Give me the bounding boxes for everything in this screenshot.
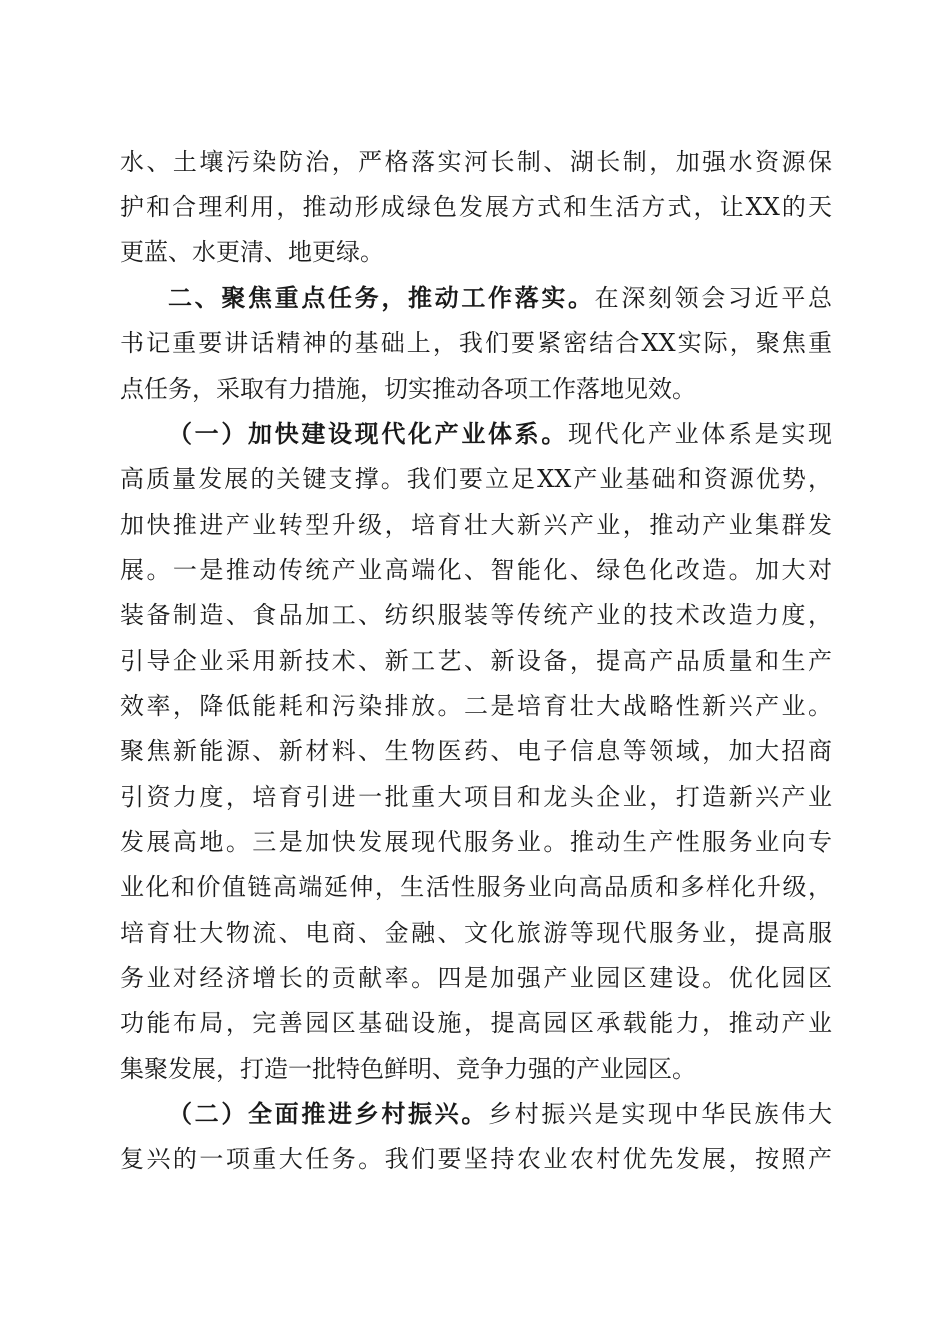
paragraph-line: 务业对经济增长的贡献率。四是加强产业园区建设。优化园区 (120, 964, 832, 992)
section-two-heading: 二、聚焦重点任务，推动工作落实。 (168, 283, 595, 312)
subsection-two-lead: 乡村振兴是实现中华民族伟大 (488, 1100, 832, 1128)
section-two-lead: 在深刻领会习近平总 (594, 284, 833, 312)
paragraph-line: 复兴的一项重大任务。我们要坚持农业农村优先发展，按照产 (120, 1145, 832, 1173)
paragraph-line: 护和合理利用，推动形成绿色发展方式和生活方式，让XX的天 (120, 193, 832, 221)
paragraph-line: 引资力度，培育引进一批重大项目和龙头企业，打造新兴产业 (120, 783, 832, 811)
paragraph-line: 发展高地。三是加快发展现代服务业。推动生产性服务业向专 (120, 828, 832, 856)
subsection-one-lead: 现代化产业体系是实现 (568, 420, 832, 448)
paragraph-line: 聚焦新能源、新材料、生物医药、电子信息等领域，加大招商 (120, 737, 832, 765)
paragraph-line: 业化和价值链高端延伸，生活性服务业向高品质和多样化升级， (120, 873, 832, 901)
paragraph-line: 功能布局，完善园区基础设施，提高园区承载能力，推动产业 (120, 1009, 832, 1037)
paragraph-line: 点任务，采取有力措施，切实推动各项工作落地见效。 (120, 375, 696, 403)
paragraph-line: 加快推进产业转型升级，培育壮大新兴产业，推动产业集群发 (120, 511, 832, 539)
paragraph-line: 展。一是推动传统产业高端化、智能化、绿色化改造。加大对 (120, 556, 832, 584)
paragraph-line: 更蓝、水更清、地更绿。 (120, 238, 384, 266)
subsection-two-first-line (168, 1099, 832, 1129)
paragraph-line: 集聚发展，打造一批特色鲜明、竞争力强的产业园区。 (120, 1055, 696, 1083)
paragraph-line: 效率，降低能耗和污染排放。二是培育壮大战略性新兴产业。 (120, 692, 832, 720)
paragraph-line: 引导企业采用新技术、新工艺、新设备，提高产品质量和生产 (120, 647, 832, 675)
paragraph-line: 培育壮大物流、电商、金融、文化旅游等现代服务业，提高服 (120, 919, 832, 947)
paragraph-line: 装备制造、食品加工、纺织服装等传统产业的技术改造力度， (120, 601, 832, 629)
paragraph-line: 书记重要讲话精神的基础上，我们要紧密结合XX实际，聚焦重 (120, 329, 832, 357)
subsection-one-first-line (168, 419, 832, 449)
section-two-first-line (168, 283, 832, 313)
subsection-one-heading: （一）加快建设现代化产业体系。 (168, 419, 568, 448)
paragraph-line: 水、土壤污染防治，严格落实河长制、湖长制，加强水资源保 (120, 148, 832, 176)
subsection-two-heading: （二）全面推进乡村振兴。 (168, 1099, 488, 1128)
paragraph-line: 高质量发展的关键支撑。我们要立足XX产业基础和资源优势， (120, 465, 832, 493)
